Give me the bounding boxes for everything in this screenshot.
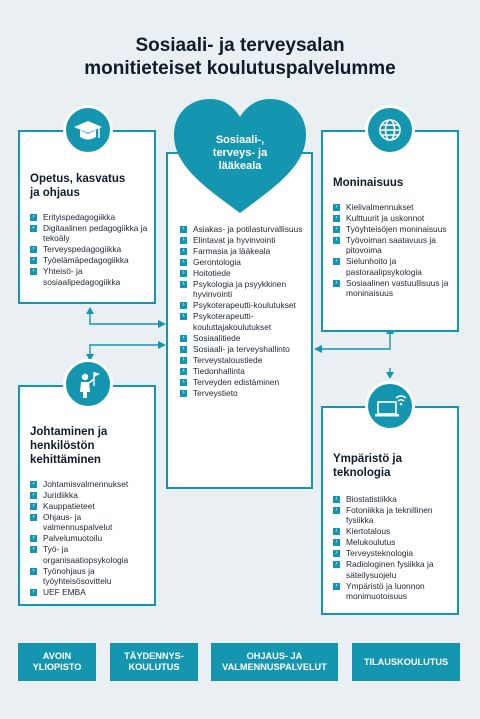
diversity-title: Moninaisuus [333, 177, 404, 189]
bullet-arrow-icon: › [180, 302, 187, 309]
heart-title: Sosiaali-, terveys- ja lääkeala [212, 134, 268, 172]
leadership-item: › Kauppatieteet [30, 501, 152, 511]
title-line-2: monitieteiset koulutuspalvelumme [84, 58, 396, 79]
teaching-list [30, 212, 150, 288]
leadership-item: › Johtamisvalmennukset [30, 479, 152, 489]
center-item: › Sosiaalitiede [180, 333, 308, 343]
teaching-item: › Erityispedagogiikka [30, 212, 150, 222]
bullet-arrow-icon: › [30, 546, 37, 553]
center-item: › Psykoterapeutti-kouluttajakoulutukset [180, 311, 308, 332]
bullet-arrow-icon: › [30, 214, 37, 221]
globe-icon [365, 105, 415, 155]
diversity-card [321, 130, 459, 332]
teaching-item: › Terveyspedagogiikka [30, 244, 150, 254]
center-item: › Terveystaloustiede [180, 355, 308, 365]
bullet-arrow-icon: › [180, 390, 187, 397]
bullet-arrow-icon: › [180, 237, 187, 244]
bullet-arrow-icon: › [30, 492, 37, 499]
teaching-item: › Työelämäpedagogiikka [30, 255, 150, 265]
diversity-item: › Työyhteisöjen moninaisuus [333, 224, 455, 234]
bullet-arrow-icon: › [333, 528, 340, 535]
bullet-arrow-icon: › [333, 204, 340, 211]
center-item: › Elintavat ja hyvinvointi [180, 235, 308, 245]
bullet-arrow-icon: › [180, 259, 187, 266]
environment-item: › Melukoulutus [333, 537, 455, 547]
center-item: › Terveystieto [180, 388, 308, 398]
environment-item: › Ympäristö ja luonnon monimuotoisuus [333, 581, 455, 602]
bullet-arrow-icon: › [30, 481, 37, 488]
avoin-yliopisto-button[interactable]: AVOIN YLIOPISTO [18, 643, 96, 681]
bullet-arrow-icon: › [180, 248, 187, 255]
center-item: › Gerontologia [180, 257, 308, 267]
center-item: › Farmasia ja lääkeala [180, 246, 308, 256]
person-flag-icon [63, 359, 113, 409]
leadership-item: › Työnohjaus ja työyhteisösovittelu [30, 566, 152, 587]
center-item: › Asiakas- ja potilasturvallisuus [180, 224, 308, 234]
bullet-arrow-icon: › [30, 246, 37, 253]
leadership-card [18, 385, 156, 606]
center-list [180, 224, 308, 399]
bullet-arrow-icon: › [30, 535, 37, 542]
environment-title: Ympäristö ja teknologia [333, 453, 403, 479]
diversity-item: › Työvoiman saatavuus ja pitovoima [333, 235, 455, 256]
environment-item: › Biostatistiikka [333, 494, 455, 504]
bullet-arrow-icon: › [333, 496, 340, 503]
bullet-arrow-icon: › [180, 335, 187, 342]
center-item: › Hoitotiede [180, 268, 308, 278]
bullet-arrow-icon: › [30, 225, 37, 232]
leadership-item: › UEF EMBA [30, 587, 152, 597]
center-item: › Sosiaali- ja terveyshallinto [180, 344, 308, 354]
bullet-arrow-icon: › [180, 226, 187, 233]
leadership-list [30, 479, 152, 598]
graduation-cap-icon [63, 105, 113, 155]
bullet-arrow-icon: › [180, 281, 187, 288]
teaching-item: › Yhteisö- ja sosiaalipedagogiikka [30, 266, 150, 287]
bullet-arrow-icon: › [333, 237, 340, 244]
tilauskoulutus-button[interactable]: TILAUSKOULUTUS [352, 643, 460, 681]
teaching-item: › Digitaalinen pedagogiikka ja tekoäly [30, 223, 150, 244]
ohjaus-valmennuspalvelut-button[interactable]: OHJAUS- JA VALMENNUSPALVELUT [211, 643, 338, 681]
bullet-arrow-icon: › [180, 379, 187, 386]
bullet-arrow-icon: › [30, 568, 37, 575]
bullet-arrow-icon: › [333, 561, 340, 568]
bullet-arrow-icon: › [333, 280, 340, 287]
environment-item: › Kiertotalous [333, 526, 455, 536]
leadership-item: › Ohjaus- ja valmennuspalvelut [30, 512, 152, 533]
environment-item: › Fotoniikka ja teknillinen fysiikka [333, 505, 455, 526]
center-item: › Psykoterapeutti-koulutukset [180, 300, 308, 310]
diversity-list [333, 202, 455, 299]
bullet-arrow-icon: › [180, 346, 187, 353]
teaching-title: Opetus, kasvatus ja ohjaus [30, 173, 126, 199]
diversity-item: › Kulttuurit ja uskonnot [333, 213, 455, 223]
bullet-arrow-icon: › [333, 215, 340, 222]
bullet-arrow-icon: › [180, 313, 187, 320]
bullet-arrow-icon: › [333, 226, 340, 233]
laptop-wifi-icon [365, 381, 415, 431]
leadership-title: Johtaminen ja henkilöstön kehittäminen [30, 426, 108, 466]
bullet-arrow-icon: › [30, 503, 37, 510]
environment-item: › Radiologinen fysiikka ja säteilysuojelu [333, 559, 455, 580]
diversity-item: › Kielivalmennukset [333, 202, 455, 212]
center-item: › Tiedonhallinta [180, 366, 308, 376]
bullet-arrow-icon: › [333, 583, 340, 590]
title-line-1: Sosiaali- ja terveysalan [135, 35, 345, 56]
bullet-arrow-icon: › [333, 550, 340, 557]
diversity-item: › Sosiaalinen vastuullisuus ja moninaisuus [333, 278, 455, 299]
leadership-item: › Työ- ja organisaatiopsykologia [30, 544, 152, 565]
leadership-item: › Juridiikka [30, 490, 152, 500]
bullet-arrow-icon: › [333, 539, 340, 546]
bullet-arrow-icon: › [180, 357, 187, 364]
environment-list [333, 494, 455, 602]
environment-card [321, 406, 459, 615]
leadership-item: › Palvelumuotoilu [30, 533, 152, 543]
bullet-arrow-icon: › [30, 589, 37, 596]
bullet-arrow-icon: › [30, 514, 37, 521]
bullet-arrow-icon: › [30, 257, 37, 264]
bullet-arrow-icon: › [333, 258, 340, 265]
center-item: › Terveyden edistäminen [180, 377, 308, 387]
bullet-arrow-icon: › [30, 268, 37, 275]
bullet-arrow-icon: › [180, 270, 187, 277]
diversity-item: › Sielunhoito ja pastoraalipsykologia [333, 256, 455, 277]
bullet-arrow-icon: › [333, 507, 340, 514]
bullet-arrow-icon: › [180, 368, 187, 375]
taydennyskoulutus-button[interactable]: TÄYDENNYS- KOULUTUS [110, 643, 198, 681]
center-item: › Psykologia ja psyykkinen hyvinvointi [180, 279, 308, 300]
environment-item: › Terveysteknologia [333, 548, 455, 558]
page-title [0, 34, 480, 80]
